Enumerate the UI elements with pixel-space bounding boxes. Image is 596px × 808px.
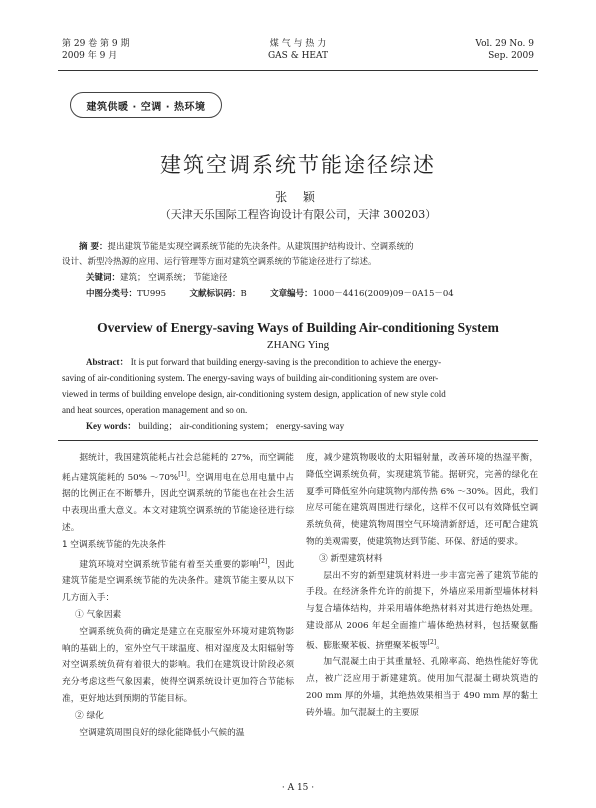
journal-name-cn: 煤 气 与 热 力 xyxy=(269,39,327,49)
paper-author: 张 颖 xyxy=(275,190,321,204)
paragraph-climate: 空调系统负荷的确定是建立在克服室外环境对建筑物影响的基础上的，室外空气干球温度、相对湿度及太阳辐射等对空调系统负荷有着很大的影响。我们在建筑设计阶段必须充分考虑这些气象因素，使得空调系统设计更加符合节能标准，更好地达到预期的节能目标。 xyxy=(62,626,294,704)
citation-ref-3: [2] xyxy=(427,638,437,646)
english-author: ZHANG Ying xyxy=(266,339,330,351)
english-abstract-line2: saving of air-conditioning system. The energy-saving ways of building air-conditioning system are over- xyxy=(62,373,439,383)
abstract-cn-line1 xyxy=(62,240,540,255)
citation-ref-1: [1] xyxy=(178,470,187,478)
english-abstract-line4: and heat sources, operation management and so on. xyxy=(62,405,248,415)
issue-date: 2009 年 9 月 xyxy=(62,51,118,61)
materials-text-b: 。 xyxy=(436,640,445,651)
english-keywords-text: building； air-conditioning system； energy-saving way xyxy=(138,421,345,431)
english-abstract-text-1: It is put forward that building energy-saving is the precondition to achieve the energy- xyxy=(130,357,442,367)
subheading-climate: ① 气象因素 xyxy=(75,609,122,620)
intro-text-a: 据统计，我国建筑能耗占社会总能耗的 27%，而空调能耗占建筑能耗的 50% ～70% xyxy=(62,453,294,483)
body-right-column xyxy=(306,450,538,722)
intro-text-b: 。空调用电在总用电量中占据的比例正在不断攀升，因此空调系统的节能也在社会生活中表现出重大意义。本文对建筑空调系统的节能途径进行综述。 xyxy=(62,472,294,534)
english-abstract-line3: viewed in terms of building envelope design, air-conditioning system design, application of new style cold xyxy=(62,389,446,399)
citation-ref-2: [2] xyxy=(258,557,268,565)
journal-name-en: GAS & HEAT xyxy=(267,51,329,61)
paragraph-materials xyxy=(306,568,538,655)
page-number: · A 15 · xyxy=(281,783,315,793)
env-text-b: ，因此建筑节能是空调系统节能的先决条件。建筑节能主要从以下几方面入手： xyxy=(62,559,295,604)
abstract-rule xyxy=(58,440,538,441)
section-badge: 建筑供暖 · 空调 · 热环境 xyxy=(70,92,222,118)
paragraph-greening-cont: 度，减少建筑物吸收的太阳辐射量，改善环境的热湿平衡，降低空调系统负荷，实现建筑节能。据研究，完善的绿化在夏季可降低室外向建筑物内部传热 6% ～30%。因此，我们应尽可能在建筑周围进行绿化，这样不仅可以有效降低空调系统负荷，使建筑物周围空气环境清新舒适，还可配合建筑物的美观需要，使建筑物达到节能、环保、舒适的要求。 xyxy=(306,453,538,547)
class-label: 中图分类号： xyxy=(86,289,138,299)
doc-label: 文献标识码： xyxy=(189,289,241,299)
english-title: Overview of Energy-saving Ways of Building Air-conditioning System xyxy=(97,320,499,335)
body-left-column xyxy=(62,450,294,741)
article-label: 文章编号： xyxy=(270,289,313,299)
keywords-label: 关键词： xyxy=(86,273,121,283)
section-heading-1: 1 空调系统节能的先决条件 xyxy=(62,539,166,550)
class-value: TU995 xyxy=(137,289,167,299)
paper-title: 建筑空调系统节能途径综述 xyxy=(160,153,436,177)
classification-line xyxy=(86,287,546,302)
paragraph-environment xyxy=(62,554,294,607)
paragraph-greening-start: 空调建筑周围良好的绿化能降低小气候的温 xyxy=(79,727,245,738)
english-keywords-label: Key words： xyxy=(86,421,137,431)
volume-issue: 第 29 卷 第 9 期 xyxy=(62,39,130,49)
volume-issue-en: Vol. 29 No. 9 xyxy=(475,39,534,49)
article-value: 1000－4416(2009)09－0A15－04 xyxy=(312,289,454,299)
paragraph-intro xyxy=(62,450,294,537)
materials-text-a: 层出不穷的新型建筑材料进一步丰富完善了建筑节能的手段。在经济条件允许的前提下，外墙应采用新型墙体材料与复合墙体结构，并采用墙体绝热材料对其进行绝热处理。建设部从 2006 年起全面推广墙体绝热材料，包括聚氨酯板、膨胀聚苯板、挤塑聚苯板等 xyxy=(306,570,538,651)
header-rule xyxy=(58,70,538,71)
journal-header xyxy=(0,38,596,68)
keywords-text: 建筑； 空调系统； 节能途径 xyxy=(120,273,228,283)
abstract-text-1: 提出建筑节能是实现空调系统节能的先决条件。从建筑围护结构设计、空调系统的 xyxy=(107,242,414,252)
english-abstract-label: Abstract： xyxy=(86,357,129,367)
english-abstract-line1 xyxy=(86,355,538,370)
subheading-materials: ③ 新型建筑材料 xyxy=(319,553,383,564)
subheading-greening: ② 绿化 xyxy=(75,710,104,721)
doc-value: B xyxy=(240,289,247,299)
volume-info-en xyxy=(475,38,534,62)
env-text-a: 建筑环境对空调系统节能有着至关重要的影响 xyxy=(79,559,259,570)
abstract-cn-line2: 设计、新型冷热源的应用、运行管理等方面对建筑空调系统的节能途径进行了综述。 xyxy=(62,257,377,267)
english-keywords xyxy=(86,419,538,434)
author-affiliation: （天津天乐国际工程咨询设计有限公司，天津 300203） xyxy=(159,208,437,221)
issue-date-en: Sep. 2009 xyxy=(488,51,534,61)
paragraph-aerated-concrete: 加气混凝土由于其重量轻、孔隙率高、绝热性能好等优点，被广泛应用于新建建筑。使用加气混凝土砌块筑造的 200 mm 厚的外墙，其绝热效果相当于 490 mm 厚的黏土砖外墙。加气混凝土的主要原 xyxy=(306,657,538,718)
abstract-label: 摘 要： xyxy=(79,242,108,252)
keywords-cn xyxy=(86,271,564,286)
